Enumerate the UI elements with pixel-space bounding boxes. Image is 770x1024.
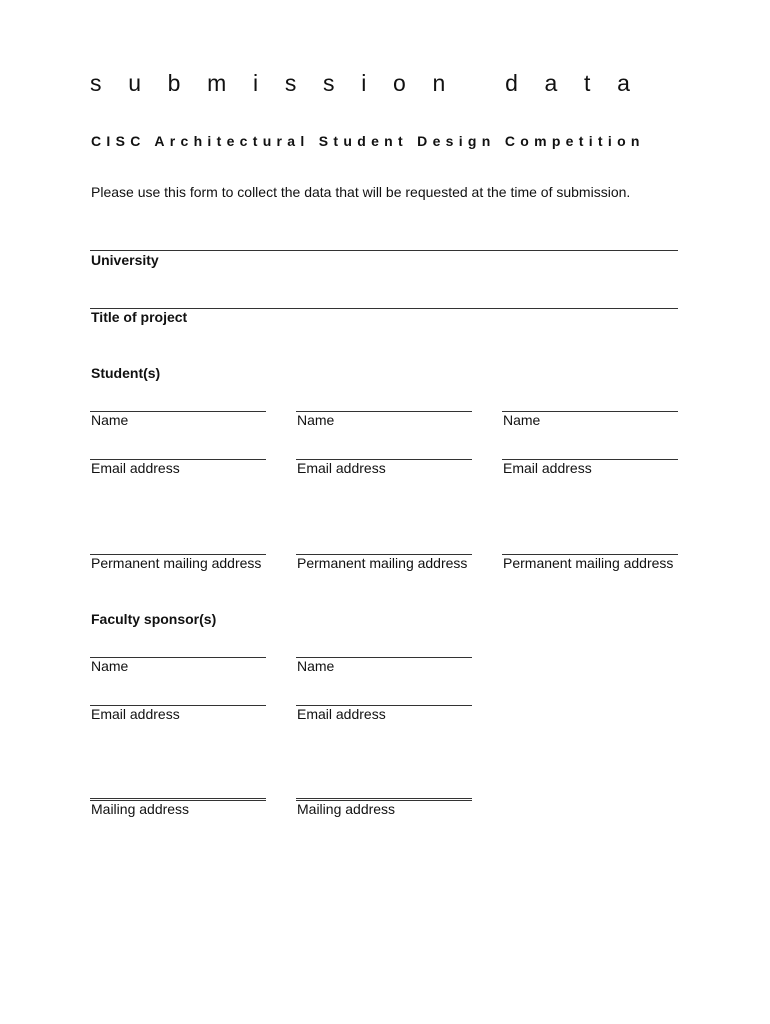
university-line xyxy=(90,250,678,251)
project-title-field[interactable] xyxy=(90,290,678,308)
title-letter: s xyxy=(323,70,335,96)
student-3-email-field[interactable] xyxy=(502,441,678,459)
title-letter: n xyxy=(432,70,446,96)
student-2-email-field[interactable] xyxy=(296,441,472,459)
university-field[interactable] xyxy=(90,232,678,250)
title-space xyxy=(472,70,478,97)
faculty-1-name-label: Name xyxy=(91,658,129,674)
faculty-1-email-field[interactable] xyxy=(90,687,266,705)
faculty-2-email-label: Email address xyxy=(297,706,386,722)
faculty-2-address-label: Mailing address xyxy=(297,801,396,817)
student-1-email-field[interactable] xyxy=(90,441,266,459)
title-letter: s xyxy=(284,70,297,96)
title-letter: i xyxy=(253,70,259,96)
student-2-address-field[interactable] xyxy=(296,500,472,554)
student-1-address-label: Permanent mailing address xyxy=(91,555,262,571)
student-2-email-label: Email address xyxy=(297,460,386,476)
competition-subtitle: CISC Architectural Student Design Competition xyxy=(91,133,645,149)
student-3-address-field[interactable] xyxy=(502,500,678,554)
faculty-1-name-field[interactable] xyxy=(90,639,266,657)
faculty-2-email-field[interactable] xyxy=(296,687,472,705)
student-2-address-label: Permanent mailing address xyxy=(297,555,468,571)
student-3-address-label: Permanent mailing address xyxy=(503,555,674,571)
title-letter: b xyxy=(167,70,181,96)
student-2-name-label: Name xyxy=(297,412,335,428)
student-1-address-field[interactable] xyxy=(90,500,266,554)
title-letter: m xyxy=(207,70,227,96)
students-heading: Student(s) xyxy=(91,365,161,381)
student-1-name-field[interactable] xyxy=(90,393,266,411)
title-letter: a xyxy=(617,70,630,96)
faculty-2-name-label: Name xyxy=(297,658,335,674)
title-letter: t xyxy=(584,70,591,96)
student-1-name-label: Name xyxy=(91,412,129,428)
page-title xyxy=(90,70,630,97)
faculty-2-address-field[interactable] xyxy=(296,745,472,799)
student-1-email-label: Email address xyxy=(91,460,180,476)
title-letter: s xyxy=(90,70,102,96)
title-letter: u xyxy=(128,70,141,96)
faculty-1-email-label: Email address xyxy=(91,706,180,722)
student-2-name-field[interactable] xyxy=(296,393,472,411)
title-letter: i xyxy=(361,70,367,96)
title-letter: o xyxy=(393,70,406,96)
student-3-name-field[interactable] xyxy=(502,393,678,411)
student-3-name-label: Name xyxy=(503,412,541,428)
student-3-email-label: Email address xyxy=(503,460,592,476)
university-label: University xyxy=(91,252,159,268)
project-title-label: Title of project xyxy=(91,309,188,325)
intro-text: Please use this form to collect the data that will be requested at the time of submission. xyxy=(91,184,631,200)
faculty-1-address-label: Mailing address xyxy=(91,801,190,817)
title-letter: a xyxy=(544,70,558,96)
faculty-2-name-field[interactable] xyxy=(296,639,472,657)
faculty-heading: Faculty sponsor(s) xyxy=(91,611,217,627)
title-letter: d xyxy=(505,70,518,96)
faculty-1-address-field[interactable] xyxy=(90,745,266,799)
